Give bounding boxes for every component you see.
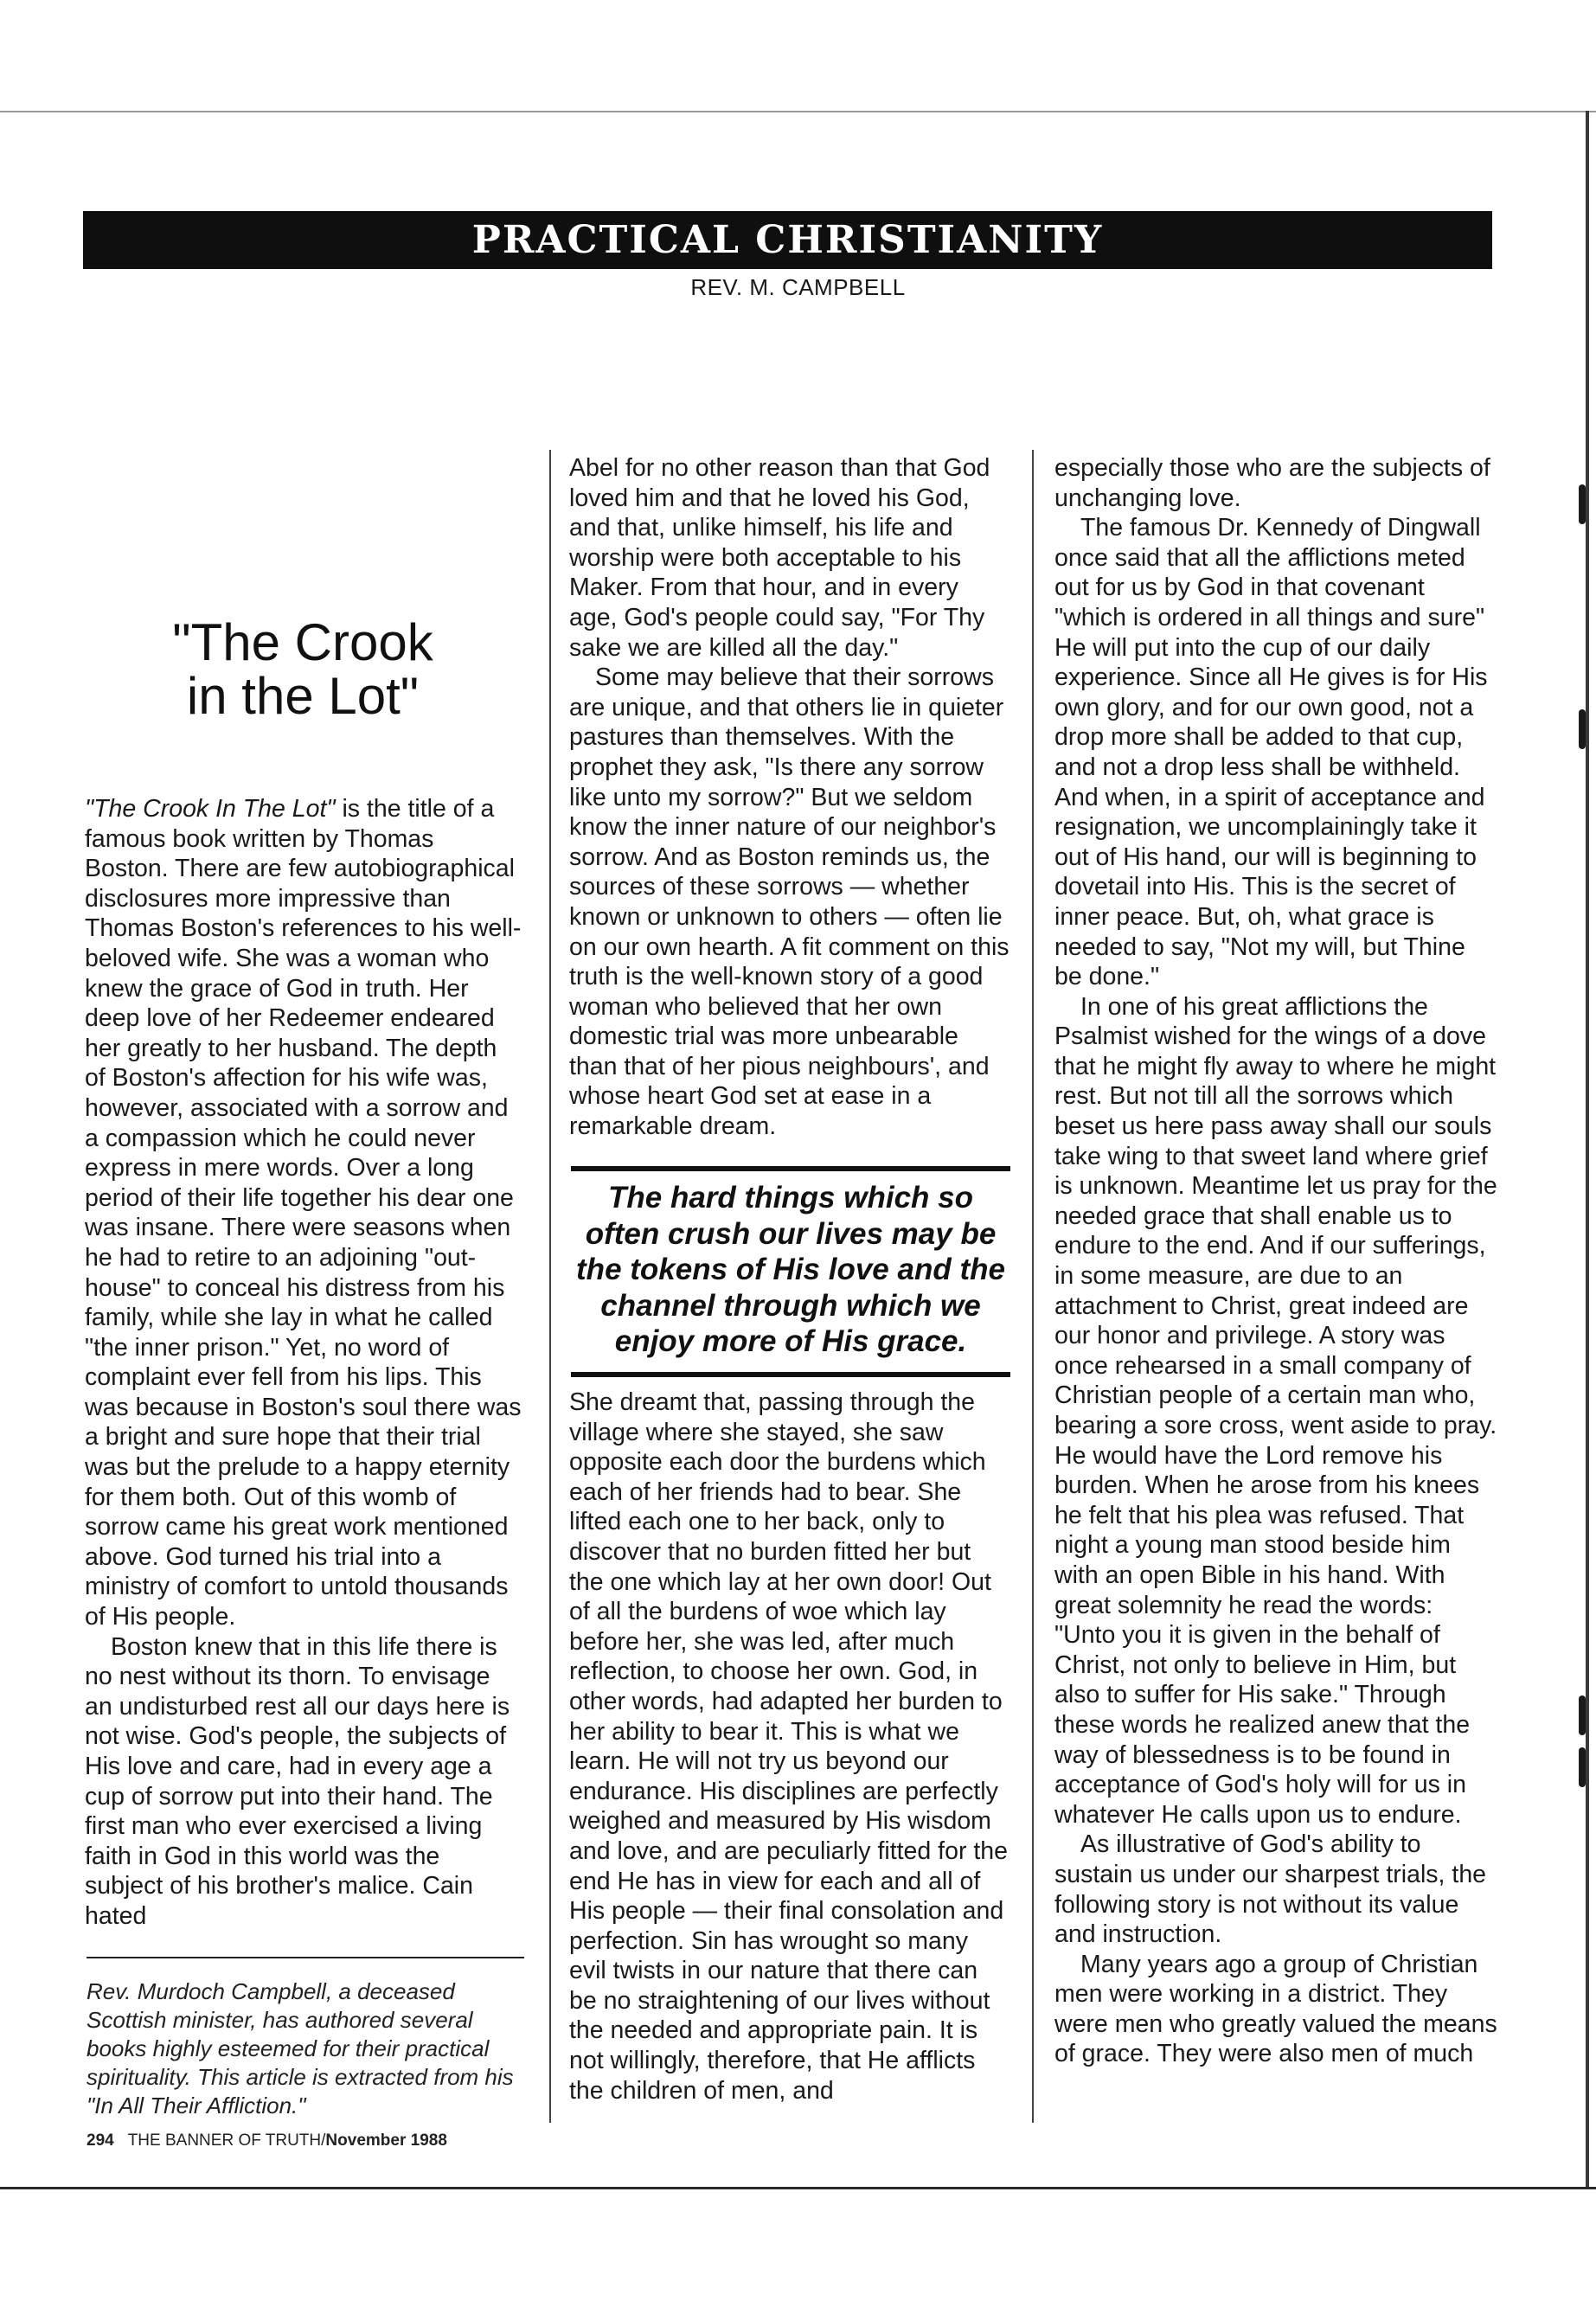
scan-edge-mark [1579, 709, 1586, 749]
column-2-top [569, 453, 1010, 1142]
column-3 [1054, 453, 1497, 2069]
page-number: 294 [87, 2131, 114, 2150]
paragraph-text: is the title of a famous book written by Thomas Boston. There are few autobiographical disclosures more impressive than Thomas Boston's references to his well-beloved wife. She was a woman who knew the grace of God in truth. Her deep love of her Redeemer endeared her greatly to her husband. The depth of Boston's affection for his wife was, however, associated with a sorrow and a compassion which he could never express in mere words. Over a long period of their life together his dear one was insane. There were seasons when he had to retire to an adjoining "out-house" to conceal his distress from his family, while she lay in what he called "the inner prison." Yet, no word of complaint ever fell from his lips. This was because in Boston's soul there was a bright and sure hope that their trial was but the prelude to a happy eternity for them both. Out of this womb of sorrow came his great work mentioned above. God turned his trial into a ministry of comfort to untold thousands of His people. [85, 795, 522, 1631]
issue-date: November 1988 [325, 2131, 447, 2150]
column-divider [549, 450, 551, 2123]
article-title-line: "The Crook [172, 613, 433, 671]
scan-bottom-edge [0, 2187, 1596, 2189]
author-byline: REV. M. CAMPBELL [690, 274, 906, 300]
scan-edge-mark [1579, 484, 1586, 524]
scan-edge-mark [1579, 1695, 1586, 1735]
publication-name: THE BANNER OF TRUTH/ [127, 2131, 326, 2150]
scan-right-edge [1586, 111, 1589, 2189]
paragraph: As illustrative of God's ability to sustain us under our sharpest trials, the following story is not without its value and instruction. [1054, 1830, 1487, 1949]
article-title-line: in the Lot" [186, 667, 420, 725]
paragraph: Many years ago a group of Christian men were working in a district. They were men who greatly valued the means of grace. They were also men of much [1054, 1950, 1497, 2068]
book-title-italic: "The Crook In The Lot" [85, 795, 336, 823]
scan-top-edge [0, 111, 1596, 112]
paragraph: Some may believe that their sorrows are unique, and that others lie in quieter pastures than themselves. With the prophet they ask, "Is there any sorrow like unto my sorrow?" But we seldom know the inner nature of our neighbor's sorrow. And as Boston reminds us, the sources of these sorrows — whether known or unknown to others — often lie on our own hearth. A fit comment on this truth is the well-known story of a good woman who believed that her own domestic trial was more unbearable than that of her pious neighbours', and whose heart God set at ease in a remarkable dream. [569, 663, 1010, 1141]
page-footer [87, 2130, 692, 2152]
paragraph: Abel for no other reason than that God loved him and that he loved his God, and that, unlike himself, his life and worship were both acceptable to his Maker. From that hour, and in every age, God's people could say, "For Thy sake we are killed all the day." [569, 454, 990, 662]
section-banner: PRACTICAL CHRISTIANITY [83, 211, 1492, 269]
paragraph: Boston knew that in this life there is no nest without its thorn. To envisage an undisturbed rest all our days here is not wise. God's people, the subjects of His love and care, had in every age a cup of sorrow put into their hand. The first man who ever exercised a living faith in God in this world was the subject of his brother's malice. Cain hated [85, 1632, 510, 1930]
column-1 [85, 794, 522, 1932]
article-title [87, 613, 519, 725]
paragraph: especially those who are the subjects of unchanging love. [1054, 454, 1490, 512]
column-2-bottom [569, 1388, 1010, 2106]
pull-quote: The hard things which so often crush our lives may be the tokens of His love and the channel through which we enjoy more of His grace. [571, 1166, 1010, 1377]
column-divider [1032, 450, 1034, 2123]
paragraph [85, 794, 522, 1632]
author-note: Rev. Murdoch Campbell, a deceased Scottish minister, has authored several books highly esteemed for their practical spirituality. This article is extracted from his "In All Their Affliction." [87, 1957, 524, 2120]
paragraph: The famous Dr. Kennedy of Dingwall once said that all the afflictions meted out for us by God in that covenant "which is ordered in all things and sure" He will put into the cup of our daily experience. Since all He gives is for His own glory, and for our own good, not a drop more shall be added to that cup, and not a drop less shall be withheld. And when, in a spirit of acceptance and resignation, we uncomplainingly take it out of His hand, our will is beginning to dovetail into His. This is the secret of inner peace. But, oh, what grace is needed to say, "Not my will, but Thine be done." [1054, 514, 1488, 991]
paragraph: In one of his great afflictions the Psalmist wished for the wings of a dove that he might fly away to where he might rest. But not till all the sorrows which beset us here pass away shall our souls take wing to that sweet land where grief is unknown. Meantime let us pray for the needed grace that shall enable us to endure to the end. And if our sufferings, in some measure, are due to an attachment to Christ, great indeed are our honor and privilege. A story was once rehearsed in a small company of Christian people of a certain man who, bearing a sore cross, went aside to pray. He would have the Lord remove his burden. When he arose from his knees he felt that his plea was refused. That night a young man stood beside him with an open Bible in his hand. With great solemnity he read the words: "Unto you it is given in the behalf of Christ, not only to believe in Him, but also to suffer for His sake." Through these words he realized anew that the way of blessedness is to be found in acceptance of God's holy will for us in whatever He calls upon us to endure. [1054, 992, 1497, 1829]
paragraph: She dreamt that, passing through the village where she stayed, she saw opposite each door the burdens which each of her friends had to bear. She lifted each one to her back, only to discover that no burden fitted her but the one which lay at her own door! Out of all the burdens of woe which lay before her, she was led, after much reflection, to choose her own. God, in other words, had adapted her burden to her ability to bear it. This is what we learn. He will not try us beyond our endurance. His disciplines are perfectly weighed and measured by His wisdom and love, and are peculiarly fitted for the end He has in view for each and all of His people — their final consolation and perfection. Sin has wrought so many evil twists in our nature that there can be no straightening of our lives without the needed and appropriate pain. It is not willingly, therefore, that He afflicts the children of men, and [569, 1388, 1008, 2105]
scan-edge-mark [1579, 1747, 1586, 1787]
